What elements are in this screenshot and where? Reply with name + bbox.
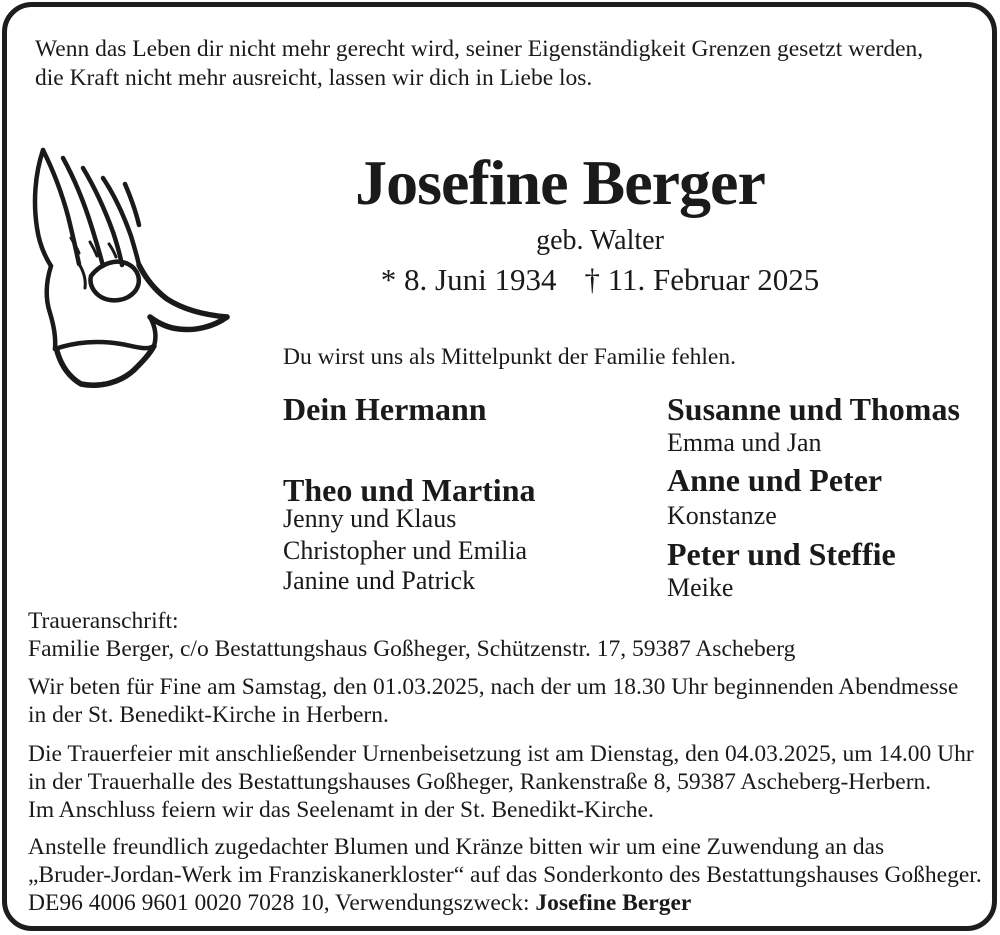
mourner-line-anne-peter: Anne und Peter <box>667 462 883 498</box>
funeral-info-line2: in der Trauerhalle des Bestattungshauses Goßheger, Rankenstraße 8, 59387 Ascheberg-Herbern. <box>28 769 932 795</box>
funeral-info-line3: Im Anschluss feiern wir das Seelenamt in der St. Benedikt-Kirche. <box>28 797 654 823</box>
opening-quote-line2: die Kraft nicht mehr ausreicht, lassen wir dich in Liebe los. <box>35 64 593 91</box>
donation-bank-reference: DE96 4006 9601 0020 7028 10, Verwendungszweck: <box>28 890 536 916</box>
mourner-line-theo-martina: Theo und Martina <box>283 472 536 508</box>
mourner-line-meike: Meike <box>667 573 734 602</box>
mourner-line-christopher-emilia: Christopher und Emilia <box>283 536 528 565</box>
mourner-line-janine-patrick: Janine und Patrick <box>283 566 476 595</box>
mass-info-line1: Wir beten für Fine am Samstag, den 01.03.2025, nach der um 18.30 Uhr beginnenden Abendmesse <box>28 674 959 700</box>
mourner-line-jenny-klaus: Jenny und Klaus <box>283 504 457 533</box>
mourning-address-label: Traueranschrift: <box>28 608 179 634</box>
mourner-line-konstanze: Konstanze <box>667 501 777 530</box>
donation-info-line3 <box>28 889 982 917</box>
praying-hands-icon <box>28 136 240 394</box>
opening-quote <box>35 35 923 92</box>
mourner-line-peter-steffie: Peter und Steffie <box>667 536 896 572</box>
mourner-line-susanne-thomas: Susanne und Thomas <box>667 391 960 427</box>
tribute-line: Du wirst uns als Mittelpunkt der Familie fehlen. <box>283 344 736 370</box>
opening-quote-line1: Wenn das Leben dir nicht mehr gerecht wird, seiner Eigenständigkeit Grenzen gesetzt werden, <box>35 36 924 62</box>
mourning-address-line: Familie Berger, c/o Bestattungshaus Goßheger, Schützenstr. 17, 59387 Ascheberg <box>28 636 796 662</box>
donation-info-line2: „Bruder-Jordan-Werk im Franziskanerkloster“ auf das Sonderkonto des Bestattungshauses Goßheger. <box>28 862 982 888</box>
maiden-name: geb. Walter <box>536 225 664 256</box>
life-dates <box>250 264 950 295</box>
mourning-address-block <box>28 607 795 663</box>
mourner-line-emma-jan: Emma und Jan <box>667 428 822 457</box>
deceased-name: Josefine Berger <box>355 147 765 218</box>
death-date: † 11. Februar 2025 <box>584 262 820 297</box>
funeral-info-line1: Die Trauerfeier mit anschließender Urnenbeisetzung ist am Dienstag, den 04.03.2025, um 14.00 Uhr <box>28 741 974 767</box>
funeral-info-block <box>28 740 974 824</box>
donation-info-block <box>28 833 982 917</box>
donation-reference-name: Josefine Berger <box>535 890 692 916</box>
mourner-line-hermann: Dein Hermann <box>283 391 487 427</box>
mass-info-block <box>28 673 958 729</box>
mass-info-line2: in der St. Benedikt-Kirche in Herbern. <box>28 702 389 728</box>
donation-info-line1: Anstelle freundlich zugedachter Blumen und Kränze bitten wir um eine Zuwendung an das <box>28 834 885 860</box>
birth-date: * 8. Juni 1934 <box>380 262 557 297</box>
